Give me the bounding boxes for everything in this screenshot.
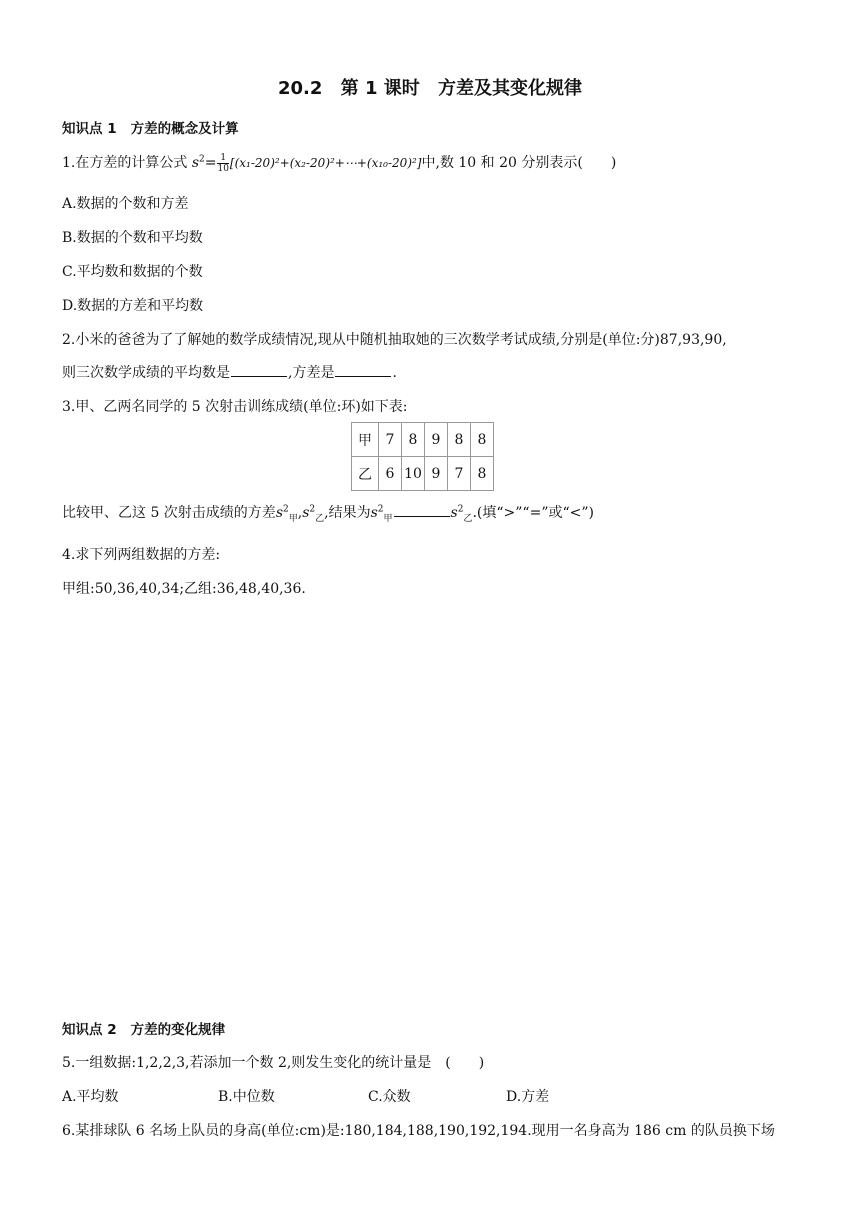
- question-1-option-b: B.数据的个数和平均数: [62, 230, 203, 246]
- knowledge-point-name: 方差的概念及计算: [130, 121, 239, 137]
- table-cell: 8: [448, 423, 471, 457]
- question-6-line-1: 6.某排球队 6 名场上队员的身高(单位:cm)是:180,184,188,190,192,194.现用一名身高为 186 cm 的队员换下场: [62, 1123, 775, 1139]
- fraction: $\frac{1}{10}$: [217, 152, 229, 174]
- answer-blank-compare: [394, 504, 450, 517]
- question-2-line-1: 2.小米的爸爸为了了解她的数学成绩情况,现从中随机抽取她的三次数学考试成绩,分别是(单位:分)87,93,90,: [62, 332, 727, 348]
- answer-blank-variance: [335, 364, 391, 377]
- table-cell: 7: [448, 457, 471, 491]
- table-cell: 9: [425, 457, 448, 491]
- table-cell: 6: [379, 457, 402, 491]
- answer-blank-mean: [231, 364, 287, 377]
- page-title: [0, 74, 860, 100]
- question-5-option-d: D.方差: [506, 1089, 550, 1105]
- section-number: 20.2: [277, 78, 323, 99]
- table-cell: 8: [402, 423, 425, 457]
- question-1-stem: 1.在方差的计算公式 $s^2=$ $\frac{1}{10}$ [(x₁-20)²+(x₂-20)²+⋯+(x₁₀-20)²]中,数 10 和 20 分别表示( ): [62, 152, 617, 174]
- question-3-compare: 比较甲、乙这 5 次射击成绩的方差$s^2_甲,s^2_乙$,结果为$s^2_甲$ $s^2_乙$.(填“>”“=”或“<”): [62, 504, 594, 524]
- row-label-yi: 乙: [352, 457, 379, 491]
- question-2-line-2: 则三次数学成绩的平均数是 ,方差是 .: [62, 365, 397, 381]
- knowledge-point-name: 方差的变化规律: [130, 1022, 226, 1038]
- table-row: [352, 423, 494, 457]
- question-1-option-c: C.平均数和数据的个数: [62, 264, 203, 280]
- knowledge-point-label: 知识点 2: [62, 1022, 117, 1038]
- question-3-intro: 3.甲、乙两名同学的 5 次射击训练成绩(单位:环)如下表:: [62, 399, 408, 415]
- table-row: [352, 457, 494, 491]
- knowledge-point-label: 知识点 1: [62, 121, 117, 137]
- question-5-stem: 5.一组数据:1,2,2,3,若添加一个数 2,则发生变化的统计量是 ( ): [62, 1055, 485, 1071]
- table-cell: 8: [471, 423, 494, 457]
- question-1-option-d: D.数据的方差和平均数: [62, 298, 204, 314]
- table-cell: 9: [425, 423, 448, 457]
- topic-label: 方差及其变化规律: [438, 78, 583, 99]
- table-cell: 10: [402, 457, 425, 491]
- question-4-line-2: 甲组:50,36,40,34;乙组:36,48,40,36.: [62, 581, 306, 597]
- variance-formula: [(x₁-20)²+(x₂-20)²+⋯+(x₁₀-20)²]: [229, 156, 422, 170]
- question-5-option-c: C.众数: [368, 1089, 411, 1105]
- question-5-option-b: B.中位数: [218, 1089, 275, 1105]
- score-table: [351, 422, 494, 491]
- question-4-line-1: 4.求下列两组数据的方差:: [62, 547, 221, 563]
- table-cell: 8: [471, 457, 494, 491]
- knowledge-point-2-heading: [62, 1018, 225, 1038]
- table-cell: 7: [379, 423, 402, 457]
- lesson-label: 第 1 课时: [340, 78, 420, 99]
- question-5-option-a: A.平均数: [62, 1089, 119, 1105]
- row-label-jia: 甲: [352, 423, 379, 457]
- question-5-options: [62, 1086, 549, 1106]
- knowledge-point-1-heading: [62, 117, 239, 137]
- question-1-option-a: A.数据的个数和方差: [62, 196, 189, 212]
- variance-symbol: s: [191, 155, 199, 171]
